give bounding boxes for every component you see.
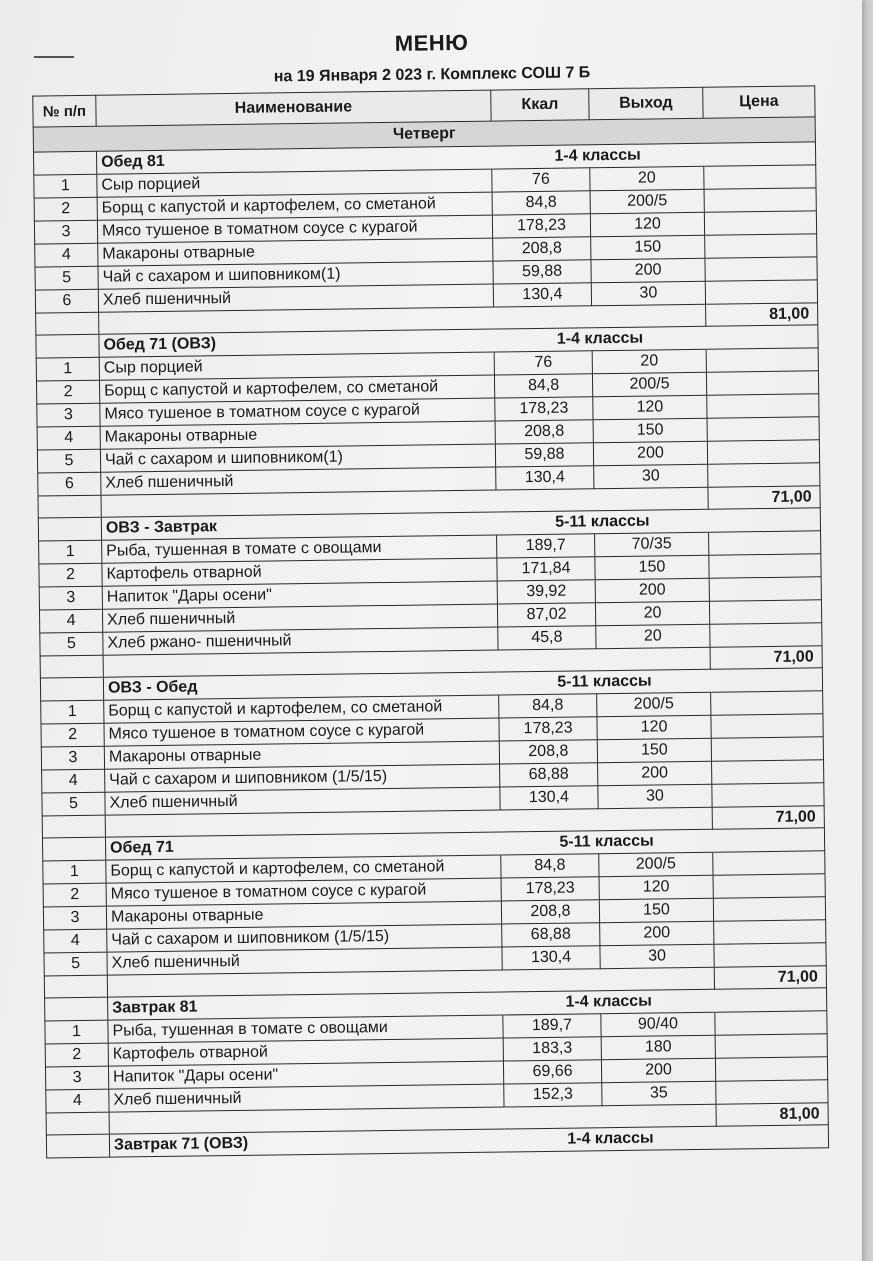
item-name: Макароны отварные: [106, 901, 501, 929]
item-price: [713, 851, 825, 875]
item-name: Борщ с капустой и картофелем, со сметаной: [104, 695, 499, 723]
item-name: Чай с сахаром и шиповником (1/5/15): [107, 924, 502, 952]
item-kcal: 152,3: [504, 1083, 602, 1107]
section-classes: 5-11 классы: [496, 509, 708, 535]
item-output: 150: [591, 235, 705, 259]
item-kcal: 39,92: [497, 580, 595, 604]
item-price: [715, 1057, 827, 1081]
item-price: [712, 783, 824, 807]
section-name: Завтрак 81: [108, 992, 503, 1020]
item-name: Борщ с капустой и картофелем, со сметаной: [106, 855, 501, 883]
item-price: [707, 417, 819, 441]
item-name: Рыба, тушенная в томате с овощами: [102, 535, 497, 563]
page-subtitle: на 19 Января 2 023 г. Комплекс СОШ 7 Б: [273, 64, 591, 86]
total-blank-cell: [42, 815, 105, 838]
section-classes: 1-4 классы: [494, 326, 706, 352]
item-number: 1: [45, 1020, 108, 1044]
item-kcal: 208,8: [493, 237, 591, 261]
section-classes: 5-11 классы: [498, 669, 710, 695]
item-name: Сыр порцией: [99, 352, 494, 380]
item-price: [714, 920, 826, 944]
item-number: 6: [38, 472, 101, 496]
item-number: 3: [37, 403, 100, 427]
item-output: 30: [598, 784, 712, 808]
section-classes: 1-4 классы: [491, 143, 703, 169]
item-name: Мясо тушеное в томатном соусе с курагой: [106, 878, 501, 906]
item-number: 1: [41, 700, 104, 724]
item-price: [712, 760, 824, 784]
item-name: Картофель отварной: [108, 1038, 503, 1066]
item-number: 5: [44, 952, 107, 976]
item-kcal: 178,23: [495, 397, 593, 421]
item-name: Напиток "Дары осени": [102, 581, 497, 609]
item-number: 4: [35, 243, 98, 267]
menu-body: [33, 117, 828, 1158]
item-kcal: 130,4: [493, 283, 591, 307]
item-name: Хлеб пшеничный: [98, 284, 493, 312]
item-number: 3: [43, 906, 106, 930]
col-header-out: Выход: [589, 87, 703, 119]
section-num-cell: [36, 334, 99, 358]
item-kcal: 208,8: [499, 740, 597, 764]
item-price: [709, 577, 821, 601]
item-kcal: 208,8: [495, 420, 593, 444]
item-number: 3: [39, 586, 102, 610]
item-number: 5: [37, 449, 100, 473]
item-kcal: 130,4: [502, 946, 600, 970]
item-name: Макароны отварные: [98, 238, 493, 266]
section-name: ОВЗ - Обед: [103, 672, 498, 700]
section-num-cell: [40, 677, 103, 701]
col-header-name: Наименование: [96, 90, 491, 126]
item-price: [709, 554, 821, 578]
item-name: Сыр порцией: [97, 169, 492, 197]
item-price: [707, 394, 819, 418]
item-name: Борщ с капустой и картофелем, со сметаной: [99, 375, 494, 403]
col-header-price: Цена: [703, 86, 815, 118]
section-tail-cell: [716, 1125, 828, 1149]
section-total-price: 71,00: [714, 966, 826, 989]
item-name: Чай с сахаром и шиповником(1): [100, 444, 495, 472]
item-kcal: 171,84: [497, 557, 595, 581]
item-name: Мясо тушеное в томатном соусе с курагой: [97, 215, 492, 243]
item-name: Хлеб пшеничный: [101, 467, 496, 495]
item-number: 4: [37, 426, 100, 450]
item-price: [708, 463, 820, 487]
item-name: Картофель отварной: [102, 558, 497, 586]
item-kcal: 59,88: [493, 260, 591, 284]
section-total-price: 71,00: [708, 486, 820, 509]
item-output: 20: [590, 166, 704, 190]
item-name: Чай с сахаром и шиповником (1/5/15): [105, 764, 500, 792]
item-output: 200/5: [592, 372, 706, 396]
item-number: 4: [46, 1089, 109, 1113]
item-output: 20: [596, 624, 710, 648]
item-kcal: 84,8: [499, 694, 597, 718]
item-output: 30: [594, 464, 708, 488]
item-output: 150: [599, 898, 713, 922]
day-label: Четверг: [33, 117, 815, 152]
item-kcal: 84,8: [501, 854, 599, 878]
item-output: 30: [600, 944, 714, 968]
item-number: 4: [44, 929, 107, 953]
item-name: Макароны отварные: [100, 421, 495, 449]
section-num-cell: [46, 1134, 109, 1158]
total-blank-cell: [46, 1112, 109, 1135]
item-price: [706, 348, 818, 372]
item-price: [704, 188, 816, 212]
item-output: 150: [595, 555, 709, 579]
item-name: Хлеб ржано- пшеничный: [103, 627, 498, 655]
item-kcal: 59,88: [495, 443, 593, 467]
menu-table: [32, 85, 829, 1158]
item-output: 180: [601, 1035, 715, 1059]
item-number: 2: [39, 563, 102, 587]
item-price: [704, 165, 816, 189]
item-output: 120: [599, 875, 713, 899]
section-name: ОВЗ - Завтрак: [101, 512, 496, 540]
item-kcal: 45,8: [498, 626, 596, 650]
section-classes: 5-11 классы: [500, 829, 712, 855]
section-num-cell: [38, 517, 101, 541]
item-name: Хлеб пшеничный: [107, 947, 502, 975]
item-output: 120: [590, 212, 704, 236]
item-name: Хлеб пшеничный: [102, 604, 497, 632]
section-name: Обед 71 (ОВЗ): [99, 329, 494, 357]
page-title: МЕНЮ: [394, 29, 469, 56]
item-output: 20: [592, 349, 706, 373]
item-number: 6: [35, 289, 98, 313]
total-blank-cell: [44, 975, 107, 998]
section-total-price: 71,00: [712, 806, 824, 829]
item-price: [707, 440, 819, 464]
item-kcal: 68,88: [502, 923, 600, 947]
item-number: 5: [42, 792, 105, 816]
item-output: 200/5: [599, 852, 713, 876]
item-price: [714, 943, 826, 967]
item-output: 200: [591, 258, 705, 282]
section-tail-cell: [715, 988, 827, 1012]
item-output: 150: [593, 418, 707, 442]
item-output: 20: [595, 601, 709, 625]
section-tail-cell: [708, 508, 820, 532]
item-number: 2: [34, 197, 97, 221]
item-number: 3: [45, 1066, 108, 1090]
section-tail-cell: [710, 668, 822, 692]
item-number: 2: [41, 723, 104, 747]
item-number: 2: [43, 883, 106, 907]
item-output: 120: [593, 395, 707, 419]
item-name: Борщ с капустой и картофелем, со сметаной: [97, 192, 492, 220]
item-number: 5: [35, 266, 98, 290]
item-number: 1: [34, 174, 97, 198]
item-price: [706, 371, 818, 395]
total-blank-cell: [40, 655, 103, 678]
item-number: 1: [36, 357, 99, 381]
item-price: [713, 897, 825, 921]
item-kcal: 76: [492, 168, 590, 192]
item-kcal: 87,02: [497, 603, 595, 627]
item-price: [705, 234, 817, 258]
item-price: [710, 623, 822, 647]
section-name: Завтрак 71 (ОВЗ): [109, 1129, 504, 1157]
item-number: 3: [41, 746, 104, 770]
item-name: Чай с сахаром и шиповником(1): [98, 261, 493, 289]
section-tail-cell: [703, 142, 815, 166]
section-classes: 1-4 классы: [503, 989, 715, 1015]
item-number: 2: [36, 380, 99, 404]
item-kcal: 189,7: [503, 1014, 601, 1038]
item-output: 90/40: [601, 1012, 715, 1036]
item-name: Рыба, тушенная в томате с овощами: [108, 1015, 503, 1043]
item-price: [711, 737, 823, 761]
item-kcal: 69,66: [503, 1060, 601, 1084]
item-price: [709, 531, 821, 555]
item-price: [709, 600, 821, 624]
total-blank-cell: [36, 312, 99, 335]
item-output: 30: [591, 281, 705, 305]
item-kcal: 130,4: [496, 466, 594, 490]
col-header-num: № п/п: [33, 95, 96, 127]
item-name: Мясо тушеное в томатном соусе с курагой: [100, 398, 495, 426]
section-total-price: 71,00: [710, 646, 822, 669]
item-price: [715, 1034, 827, 1058]
item-price: [705, 280, 817, 304]
section-num-cell: [45, 997, 108, 1021]
item-name: Хлеб пшеничный: [109, 1084, 504, 1112]
item-kcal: 189,7: [497, 534, 595, 558]
section-name: Обед 81: [96, 146, 491, 174]
item-kcal: 183,3: [503, 1037, 601, 1061]
item-kcal: 178,23: [501, 877, 599, 901]
item-number: 5: [40, 632, 103, 656]
section-classes: 1-4 классы: [504, 1126, 716, 1152]
section-total-price: 81,00: [706, 303, 818, 326]
item-kcal: 68,88: [500, 763, 598, 787]
item-number: 4: [39, 609, 102, 633]
item-kcal: 130,4: [500, 786, 598, 810]
item-price: [713, 874, 825, 898]
section-num-cell: [33, 151, 96, 175]
item-output: 150: [597, 738, 711, 762]
item-number: 1: [43, 860, 106, 884]
item-price: [711, 714, 823, 738]
item-name: Мясо тушеное в томатном соусе с курагой: [104, 718, 499, 746]
item-number: 1: [39, 540, 102, 564]
item-output: 120: [597, 715, 711, 739]
item-name: Макароны отварные: [104, 741, 499, 769]
item-name: Напиток "Дары осени": [108, 1061, 503, 1089]
item-price: [716, 1080, 828, 1104]
section-name: Обед 71: [105, 832, 500, 860]
item-kcal: 178,23: [499, 717, 597, 741]
section-tail-cell: [706, 325, 818, 349]
section-tail-cell: [712, 828, 824, 852]
item-price: [715, 1011, 827, 1035]
item-kcal: 76: [494, 351, 592, 375]
item-output: 200: [593, 441, 707, 465]
item-output: 200/5: [597, 692, 711, 716]
item-kcal: 208,8: [501, 900, 599, 924]
section-num-cell: [42, 837, 105, 861]
item-name: Хлеб пшеничный: [105, 787, 500, 815]
section-total-price: 81,00: [716, 1103, 828, 1126]
item-output: 70/35: [595, 532, 709, 556]
item-kcal: 178,23: [492, 214, 590, 238]
total-blank-cell: [38, 495, 101, 518]
item-price: [711, 691, 823, 715]
item-output: 35: [602, 1081, 716, 1105]
item-kcal: 84,8: [492, 191, 590, 215]
col-header-kcal: Ккал: [491, 89, 589, 121]
item-number: 4: [42, 769, 105, 793]
item-output: 200: [601, 1058, 715, 1082]
item-kcal: 84,8: [494, 374, 592, 398]
item-output: 200/5: [590, 189, 704, 213]
item-output: 200: [598, 761, 712, 785]
item-price: [705, 257, 817, 281]
item-output: 200: [595, 578, 709, 602]
item-number: 2: [45, 1043, 108, 1067]
item-number: 3: [34, 220, 97, 244]
item-price: [704, 211, 816, 235]
item-output: 200: [600, 921, 714, 945]
